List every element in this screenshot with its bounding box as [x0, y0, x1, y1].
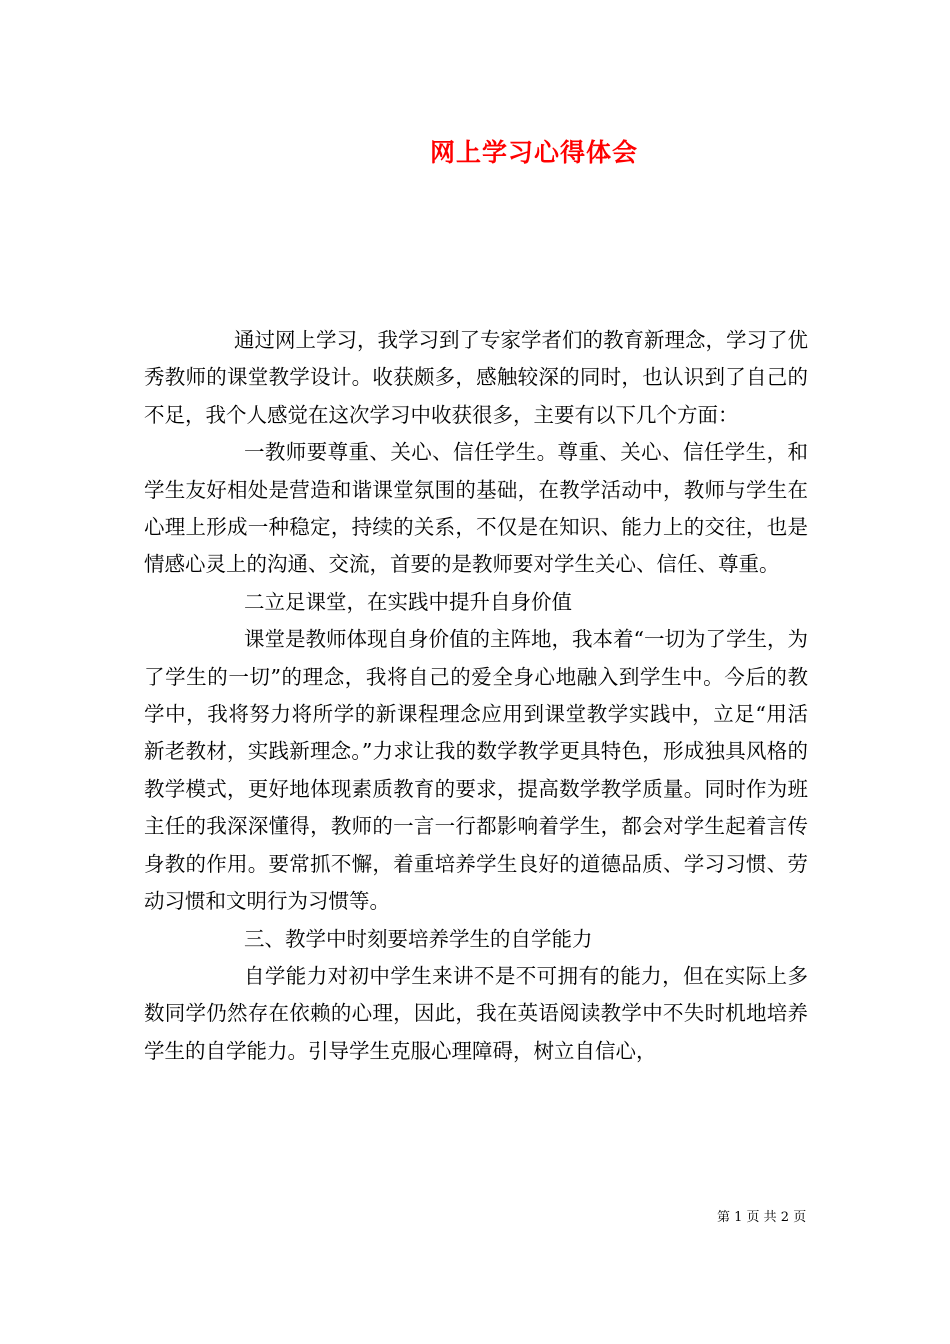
document-title: 网上学习心得体会 [430, 138, 639, 167]
paragraph-respect-students: 一教师要尊重、关心、信任学生。尊重、关心、信任学生，和学生友好相处是营造和谐课堂氛围的基础，在教学活动中，教师与学生在心理上形成一种稳定，持续的关系，不仅是在知识、能力上的交往，也是情感心灵上的沟通、交流，首要的是教师要对学生关心、信任、尊重。 [144, 440, 808, 577]
paragraph-intro: 通过网上学习，我学习到了专家学者们的教育新理念，学习了优秀教师的课堂教学设计。收获颇多，感触较深的同时，也认识到了自己的不足，我个人感觉在这次学习中收获很多，主要有以下几个方面： [144, 328, 808, 427]
paragraph-classroom-value: 课堂是教师体现自身价值的主阵地，我本着“一切为了学生，为了学生的一切”的理念，我将自己的爱全身心地融入到学生中。今后的教学中，我将努力将所学的新课程理念应用到课堂教学实践中，立足“用活新老教材，实践新理念。”力求让我的数学教学更具特色，形成独具风格的教学模式，更好地体现素质教育的要求，提高数学教学质量。同时作为班主任的我深深懂得，教师的一言一行都影响着学生，都会对学生起着言传身教的作用。要常抓不懈，着重培养学生良好的道德品质、学习习惯、劳动习惯和文明行为习惯等。 [144, 627, 808, 914]
heading-self-study: 三、教学中时刻要培养学生的自学能力 [244, 926, 593, 951]
page-footer: 第 1 页 共 2 页 [717, 1210, 807, 1225]
document-body [144, 322, 808, 1070]
paragraph-self-study: 自学能力对初中学生来讲不是不可拥有的能力，但在实际上多数同学仍然存在依赖的心理，因此，我在英语阅读教学中不失时机地培养学生的自学能力。引导学生克服心理障碍，树立自信心， [144, 963, 808, 1063]
heading-classroom-practice: 二立足课堂，在实践中提升自身价值 [244, 589, 572, 614]
